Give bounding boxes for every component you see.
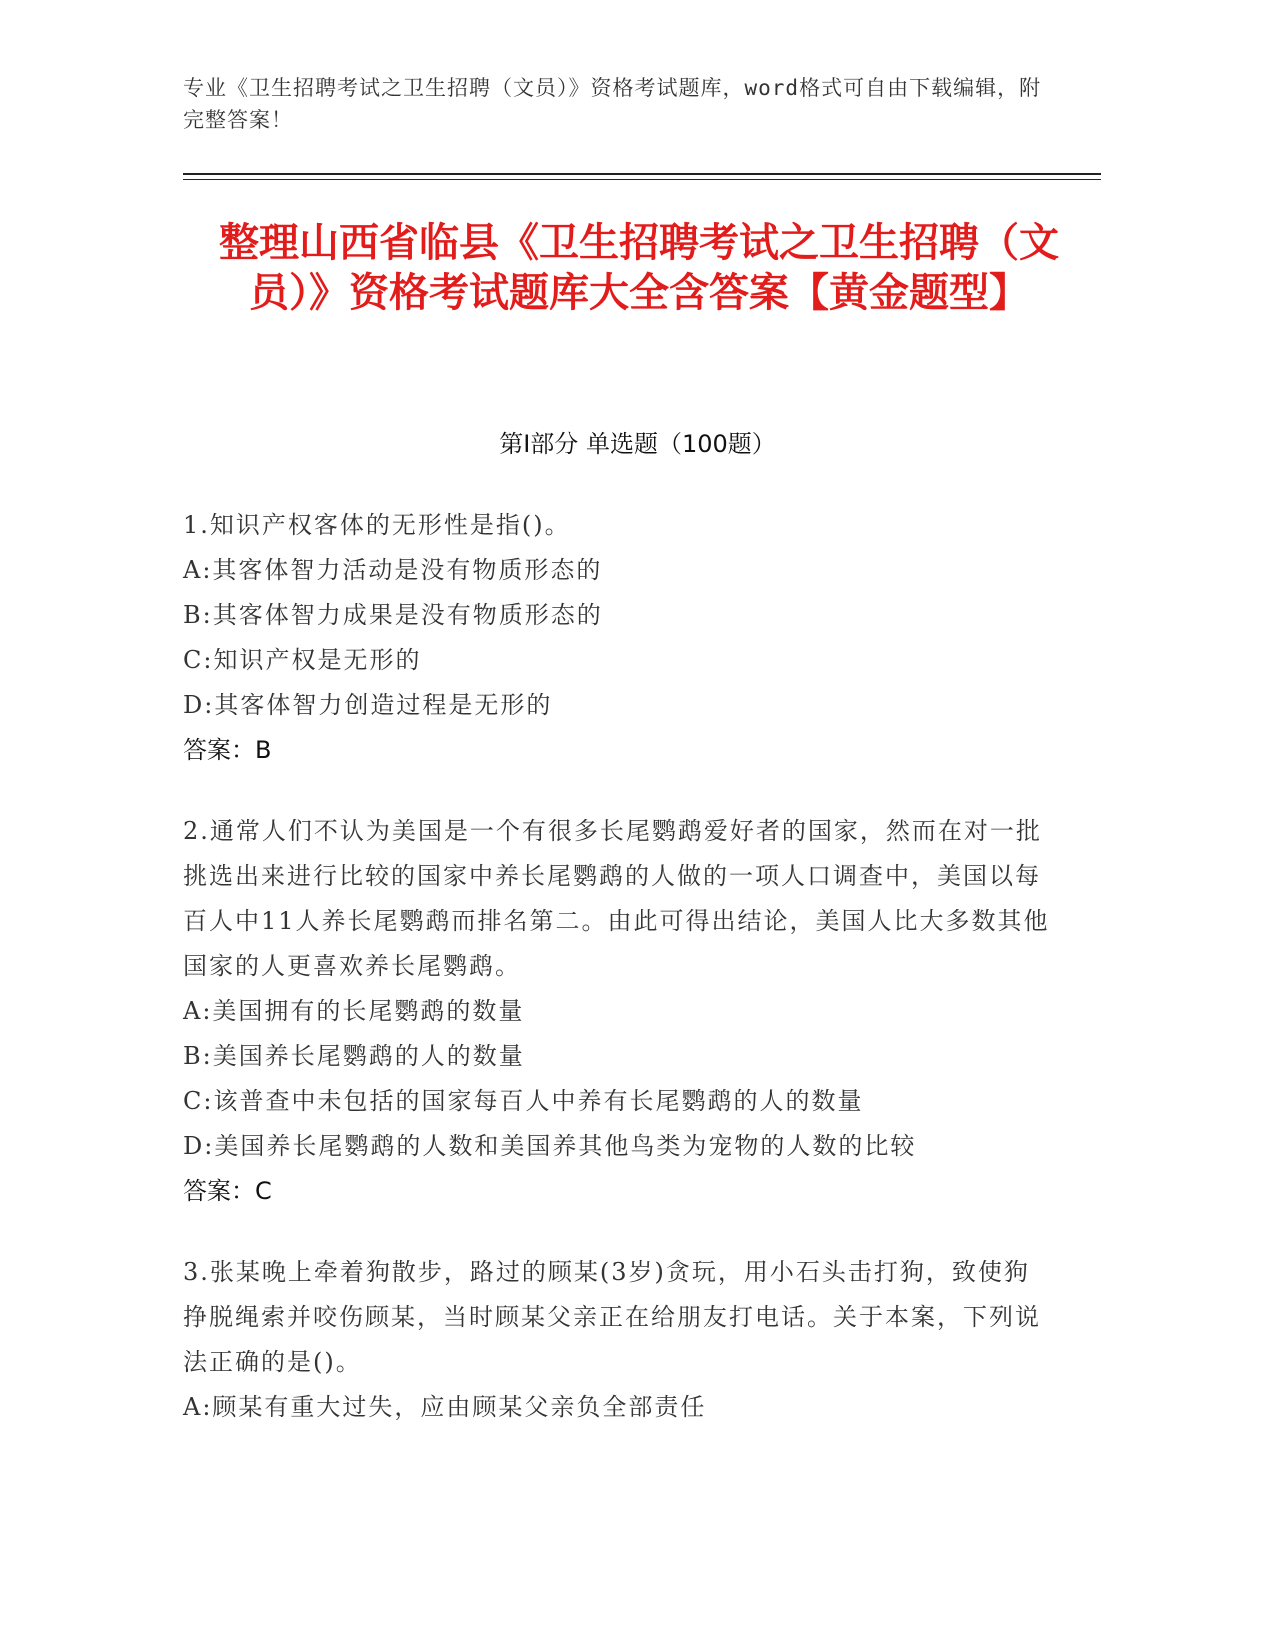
option-a: A:顾某有重大过失，应由顾某父亲负全部责任 bbox=[183, 1393, 707, 1421]
option-c: C:知识产权是无形的 bbox=[183, 646, 422, 674]
option-b: B:其客体智力成果是没有物质形态的 bbox=[183, 601, 603, 629]
option-d: D:其客体智力创造过程是无形的 bbox=[183, 691, 553, 719]
header-note: 专业《卫生招聘考试之卫生招聘（文员）》资格考试题库，word格式可自由下载编辑，附完整答案！ bbox=[183, 76, 1042, 132]
question-stem: 3.张某晚上牵着狗散步，路过的顾某(3岁)贪玩，用小石头击打狗，致使狗挣脱绳索并咬伤顾某，当时顾某父亲正在给朋友打电话。关于本案，下列说法正确的是()。 bbox=[183, 1258, 1041, 1376]
question-list bbox=[183, 503, 1053, 1466]
header-divider-thin bbox=[183, 179, 1101, 180]
question-stem: 1.知识产权客体的无形性是指()。 bbox=[183, 511, 571, 539]
question-2 bbox=[183, 809, 1053, 1214]
question-stem: 2.通常人们不认为美国是一个有很多长尾鹦鹉爱好者的国家，然而在对一批挑选出来进行比较的国家中养长尾鹦鹉的人做的一项人口调查中，美国以每百人中11人养长尾鹦鹉而排名第二。由此可得出结论，美国人比大多数其他国家的人更喜欢养长尾鹦鹉。 bbox=[183, 817, 1050, 980]
option-b: B:美国养长尾鹦鹉的人的数量 bbox=[183, 1042, 525, 1070]
answer-label: 答案：B bbox=[183, 736, 272, 764]
option-c: C:该普查中未包括的国家每百人中养有长尾鹦鹉的人的数量 bbox=[183, 1087, 864, 1115]
option-a: A:美国拥有的长尾鹦鹉的数量 bbox=[183, 997, 525, 1025]
document-title: 整理山西省临县《卫生招聘考试之卫生招聘（文员）》资格考试题库大全含答案【黄金题型】 bbox=[219, 220, 1059, 316]
question-1 bbox=[183, 503, 1053, 773]
option-d: D:美国养长尾鹦鹉的人数和美国养其他鸟类为宠物的人数的比较 bbox=[183, 1132, 917, 1160]
header-divider-thick bbox=[183, 173, 1101, 175]
section-title: 第I部分 单选题（100题） bbox=[499, 430, 776, 458]
option-a: A:其客体智力活动是没有物质形态的 bbox=[183, 556, 603, 584]
answer-label: 答案：C bbox=[183, 1177, 272, 1205]
question-3 bbox=[183, 1250, 1053, 1430]
